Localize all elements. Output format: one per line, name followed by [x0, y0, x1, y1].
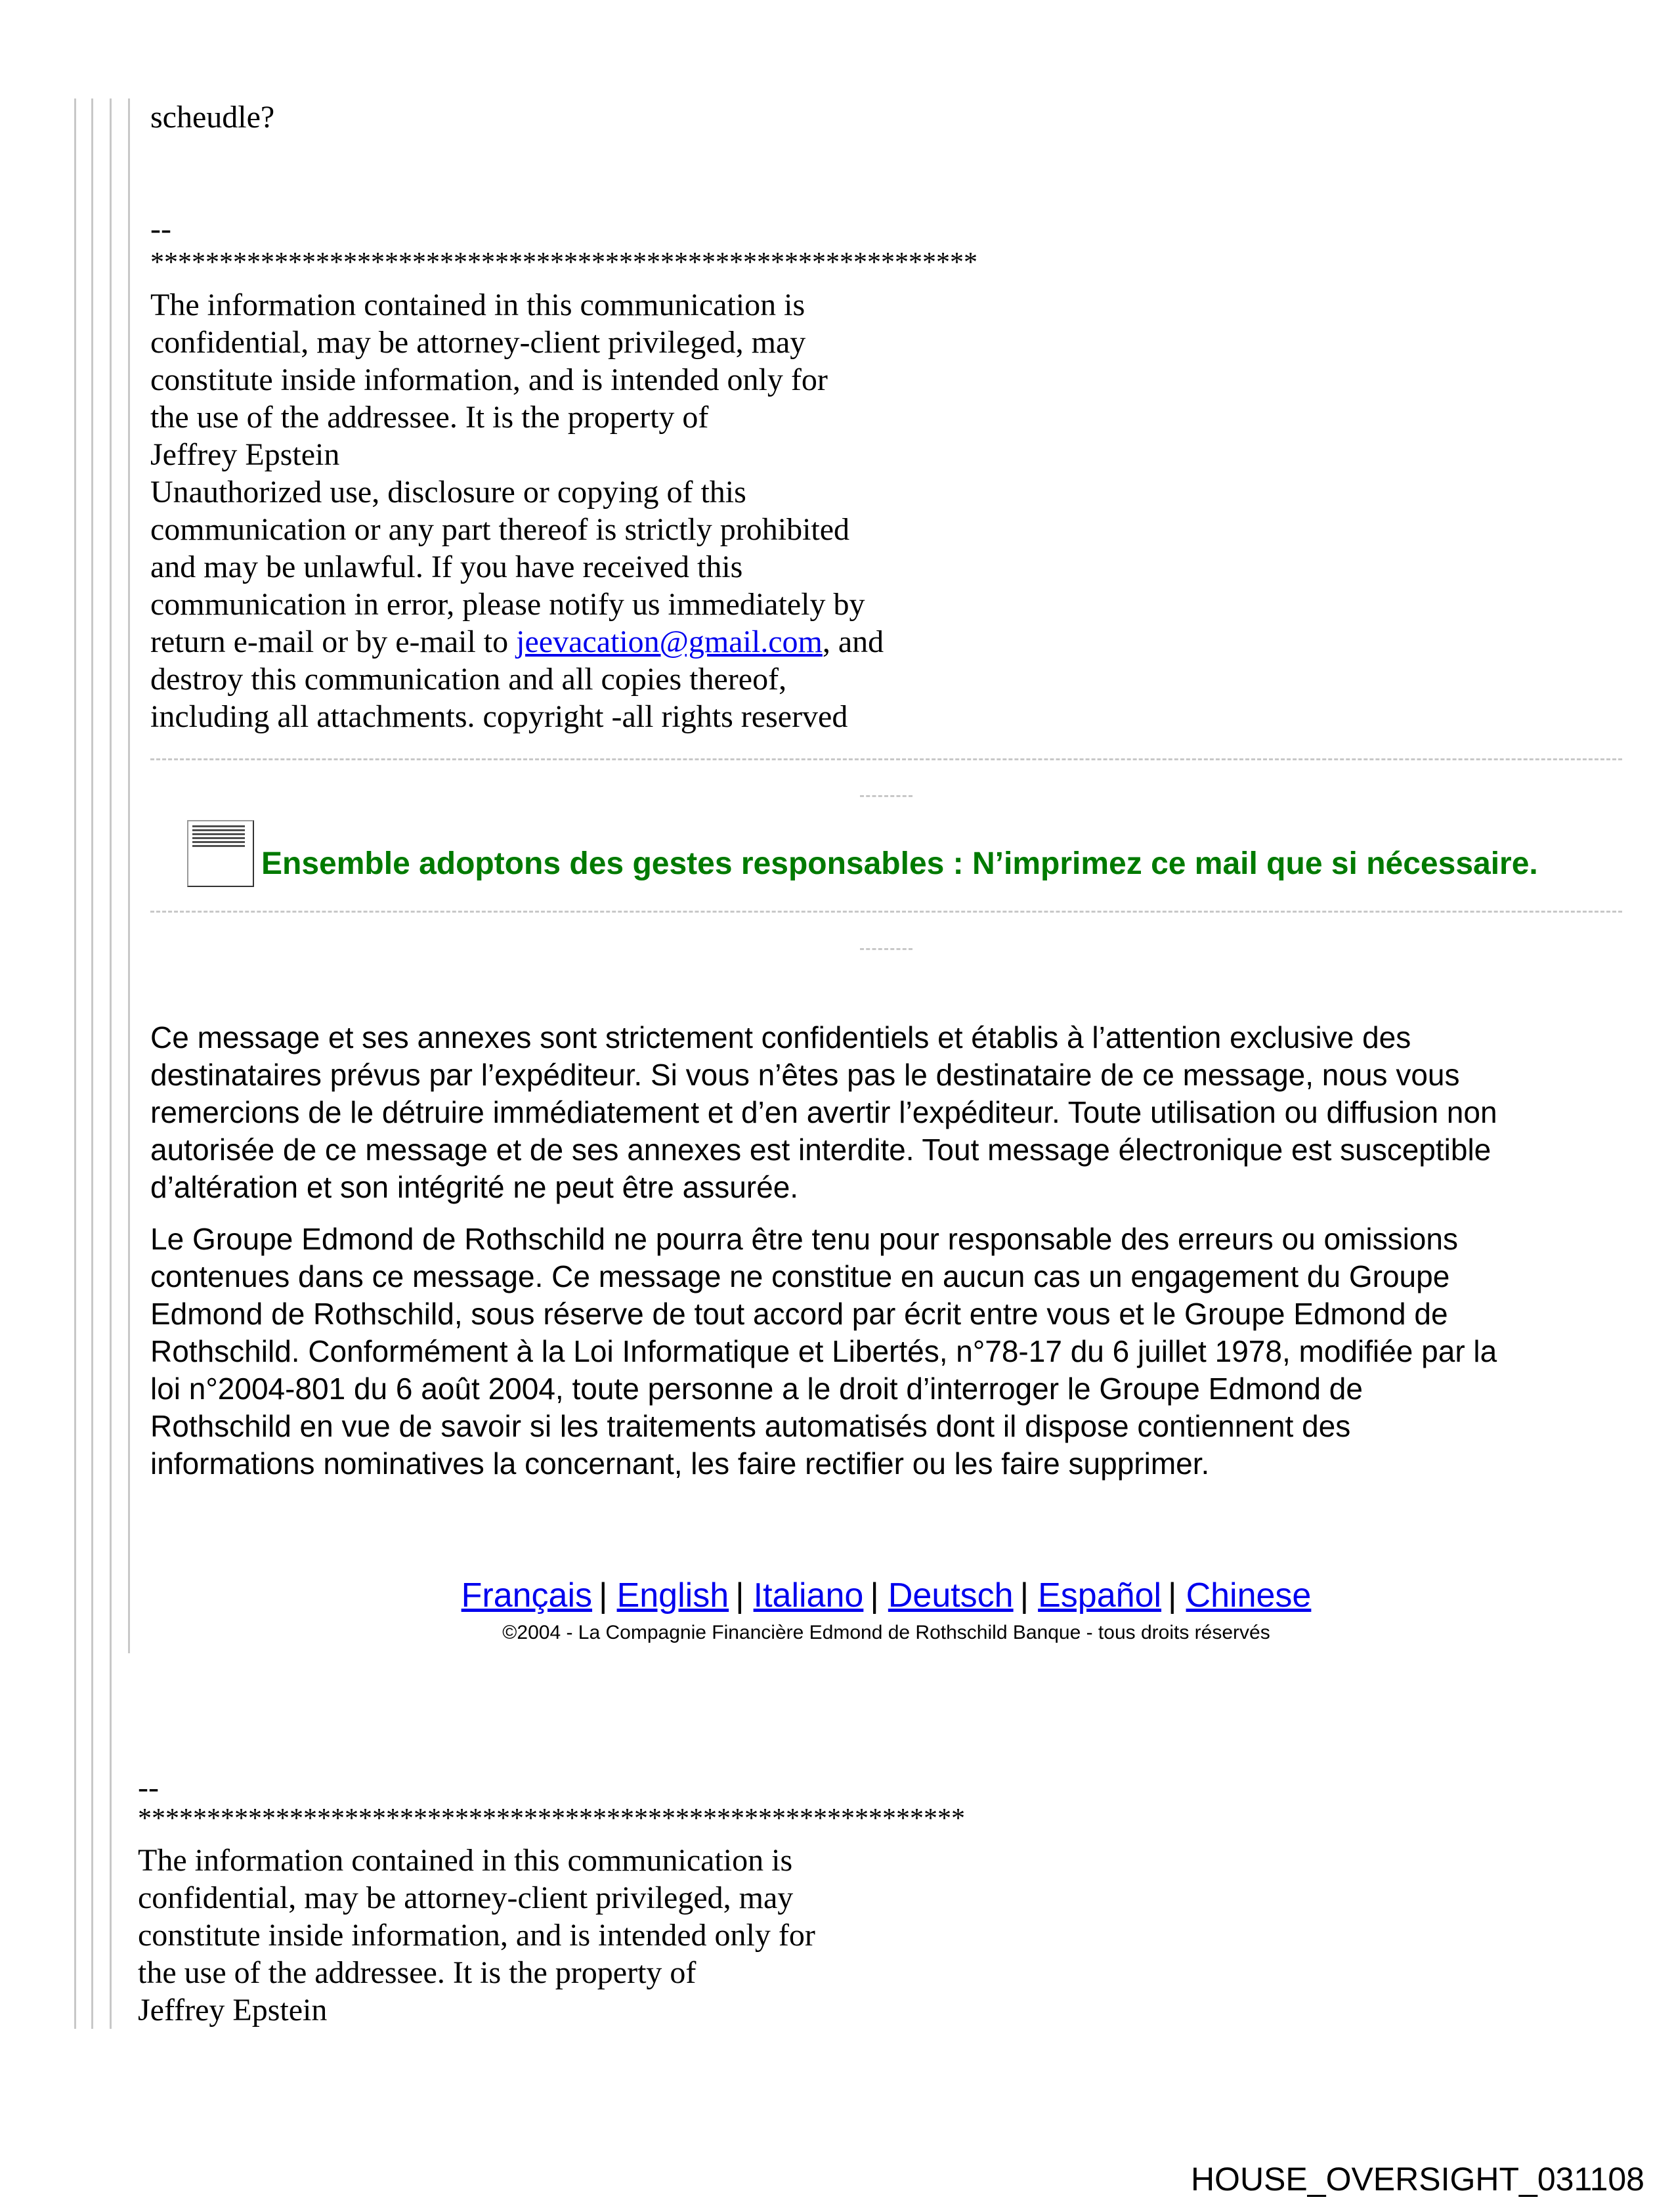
quote-bar	[128, 98, 130, 1653]
text-line: contenues dans ce message. Ce message ne constitue en aucun cas un engagement du Groupe	[150, 1259, 1450, 1293]
language-link-english[interactable]: English	[616, 1576, 729, 1615]
text-line: Jeffrey Epstein	[150, 437, 340, 472]
text-line: Edmond de Rothschild, sous réserve de tout accord par écrit entre vous et le Groupe Edmond de	[150, 1297, 1448, 1331]
link-separator: |	[735, 1576, 744, 1615]
email-link[interactable]: jeevacation@gmail.com	[516, 624, 823, 659]
dashed-divider	[150, 758, 1622, 760]
quote-bar	[74, 98, 76, 2029]
text-line: The information contained in this communication is	[150, 288, 805, 322]
email-prefix: return e-mail or by e-mail to	[150, 624, 517, 659]
text-line: including all attachments. copyright -all rights reserved	[150, 699, 848, 734]
text-line: confidential, may be attorney-client privileged, may	[150, 325, 806, 360]
short-dash	[860, 948, 912, 950]
text-line: Unauthorized use, disclosure or copying of this	[150, 475, 746, 510]
dashed-divider	[150, 911, 1622, 913]
language-link-deutsch[interactable]: Deutsch	[888, 1576, 1014, 1615]
bates-number: HOUSE_OVERSIGHT_031108	[1190, 2161, 1644, 2198]
link-separator: |	[1019, 1576, 1029, 1615]
text-line: the use of the addressee. It is the property of	[138, 1955, 697, 1990]
text-line: communication in error, please notify us immediately by	[150, 587, 865, 622]
disclaimer-lines-after	[150, 661, 884, 735]
text-line: Jeffrey Epstein	[138, 1993, 328, 2028]
text-line: Ce message et ses annexes sont strictement confidentiels et établis à l’attention exclusive des	[150, 1020, 1411, 1054]
copyright-notice: ©2004 - La Compagnie Financière Edmond de Rothschild Banque - tous droits réservés	[502, 1622, 1270, 1643]
link-separator: |	[870, 1576, 879, 1615]
signature-dashes: --	[150, 211, 171, 246]
stars-separator: ************************************************************	[150, 248, 977, 278]
link-separator: |	[599, 1576, 608, 1615]
disclaimer-lines	[150, 286, 884, 623]
confidentiality-paragraph	[150, 1019, 1497, 1206]
disclaimer-lines	[138, 1842, 815, 2029]
text-line: Rothschild en vue de savoir si les traitements automatisés dont il dispose contiennent des	[150, 1409, 1351, 1443]
legal-paragraph	[150, 1221, 1497, 1483]
short-dash	[860, 795, 912, 797]
text-line: Le Groupe Edmond de Rothschild ne pourra être tenu pour responsable des erreurs ou omissions	[150, 1222, 1458, 1256]
language-link-italiano[interactable]: Italiano	[753, 1576, 864, 1615]
text-line: confidential, may be attorney-client privileged, may	[138, 1880, 794, 1915]
text-line: destinataires prévus par l’expéditeur. Si vous n’êtes pas le destinataire de ce message, nous vous	[150, 1058, 1460, 1092]
language-link-chinese[interactable]: Chinese	[1186, 1576, 1312, 1615]
language-links	[0, 1576, 1674, 1615]
text-line: constitute inside information, and is intended only for	[138, 1918, 815, 1953]
signature-dashes: --	[138, 1770, 159, 1805]
text-line: autorisée de ce message et de ses annexes est interdite. Tout message électronique est susceptible	[150, 1133, 1492, 1167]
text-line: destroy this communication and all copies thereof,	[150, 662, 787, 697]
disclaimer-email-line	[150, 623, 884, 661]
text-line: The information contained in this communication is	[138, 1843, 793, 1878]
text-line: Rothschild. Conformément à la Loi Informatique et Libertés, n°78-17 du 6 juillet 1978, modifiée par la	[150, 1334, 1497, 1368]
quote-bar	[110, 98, 112, 2029]
text-line: communication or any part thereof is strictly prohibited	[150, 512, 850, 547]
text-line: the use of the addressee. It is the property of	[150, 400, 709, 435]
text-line: loi n°2004-801 du 6 août 2004, toute personne a le droit d’interroger le Groupe Edmond de	[150, 1372, 1363, 1406]
language-link-español[interactable]: Español	[1038, 1576, 1162, 1615]
text-line: d’altération et son intégrité ne peut être assurée.	[150, 1170, 799, 1204]
eco-print-notice: Ensemble adoptons des gestes responsables : N’imprimez ce mail que si nécessaire.	[261, 846, 1538, 881]
disclaimer-block	[150, 286, 884, 735]
text-line: and may be unlawful. If you have received this	[150, 550, 743, 584]
language-link-français[interactable]: Français	[461, 1576, 593, 1615]
text-line: constitute inside information, and is intended only for	[150, 362, 828, 397]
link-separator: |	[1168, 1576, 1177, 1615]
quote-bar	[91, 98, 93, 2029]
text-line: remercions de le détruire immédiatement et d’en avertir l’expéditeur. Toute utilisation ou diffusion non	[150, 1095, 1497, 1129]
text-line: informations nominatives la concernant, les faire rectifier ou les faire supprimer.	[150, 1446, 1210, 1481]
stars-separator: ************************************************************	[138, 1804, 965, 1834]
email-suffix: , and	[822, 624, 884, 659]
reply-text: scheudle?	[150, 100, 275, 135]
broken-image-icon	[187, 820, 254, 887]
